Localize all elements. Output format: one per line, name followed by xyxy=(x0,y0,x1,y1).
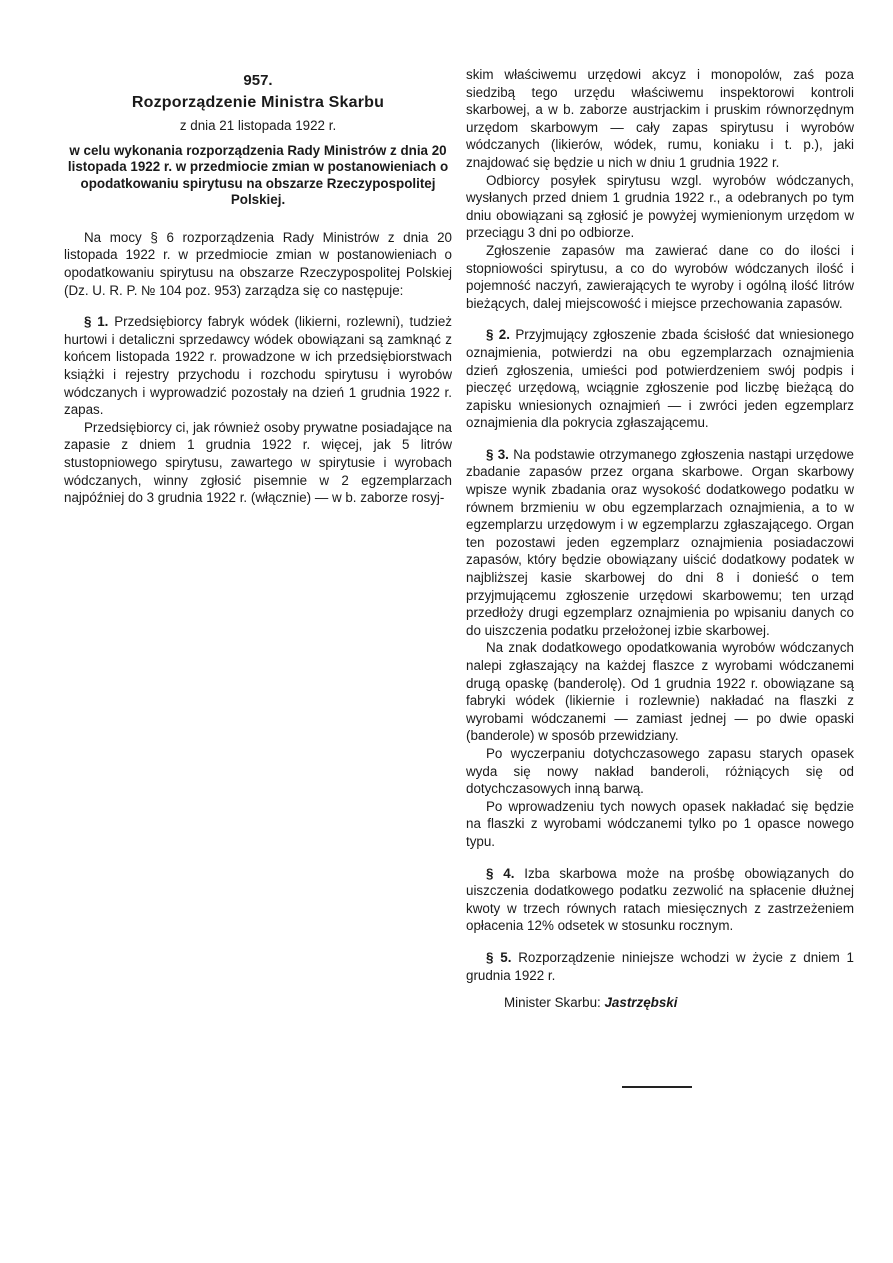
section-2-paragraph xyxy=(466,326,854,432)
document-number: 957. xyxy=(243,72,273,89)
section-1-label: § 1. xyxy=(84,314,109,330)
document-title: Rozporządzenie Ministra Skarbu xyxy=(131,93,385,111)
continuation-paragraph: skim właściwemu urzędowi akcyz i monopolów, zaś poza siedzibą tego urzędu właściwemu inspektorowi kontroli skarbowej, a w b. zaborze austrjackim i pruskim równorzędnym urzędom skarbowym — cały zapas spirytusu i wyrobów wódczanych (likierów, wódek, rumu, koniaku i t. p.), jaki znajdować się będzie u nich w dniu 1 grudnia 1922 r. xyxy=(466,67,854,170)
section-4-paragraph xyxy=(466,865,854,935)
section-3-paragraph-3: Po wyczerpaniu dotychczasowego zapasu starych opasek wyda się nowy nakład banderoli, różniących się od dotychczasowych inną barwą. xyxy=(466,745,854,797)
end-rule-divider xyxy=(622,1086,692,1088)
section-1-paragraph-2: Przedsiębiorcy ci, jak również osoby prywatne posiadające na zapasie z dniem 1 grudnia 1922 r. więcej, jak 5 litrów stustopniowego spirytusu, zawartego w spirytusie i wyrobach wódczanych, winny zgłosić pisemnie w 2 egzemplarzach najpóźniej do 3 grudnia 1922 r. (włącznie) — w b. zaborze rosyj- xyxy=(64,419,452,506)
recipients-paragraph: Odbiorcy posyłek spirytusu wzgl. wyrobów wódczanych, wysłanych przed dniem 1 grudnia 1922 r., a odebranych po tym dniu obowiązani są zgłosić je powyżej wymienionym urzędom w przeciągu 3 dni po odbiorze. xyxy=(466,172,854,241)
signature xyxy=(466,994,854,1012)
right-column xyxy=(466,66,854,1012)
signature-name: Jastrzębski xyxy=(604,995,678,1011)
section-3-text: Na podstawie otrzymanego zgłoszenia nastąpi urzędowe zbadanie zapasów przez organa skarbowe. Organ skarbowy wpisze wynik zbadania oraz wysokość dodatkowego podatku w równem brzmieniu w obu egzemplarzach oznajmienia, a to w egzemplarzu urzędowym i w egzemplarzu zgłaszającego. Organ ten pozostawi jeden egzemplarz oznajmienia posiadaczowi zapasów, który będzie obowiązany uiścić dodatkowy podatek w najbliższej kasie skarbowej do dni 8 i donieść o tem przyjmującemu zgłoszenie urzędowi skarbowemu; ten urząd przedłoży drugi egzemplarz oznajmienia po wpisaniu danych co do uiszczenia podatku przełożonej izbie skarbowej. xyxy=(466,446,854,638)
left-column xyxy=(64,66,452,507)
section-3-paragraph-2: Na znak dodatkowego opodatkowania wyrobów wódczanych nalepi zgłaszający na każdej flaszce z wyrobami wódczanemi drugą opaskę (banderolę). Od 1 grudnia 1922 r. obowiązane są fabryki wódek (likiernie i rozlewnie) nakładać na flaszki z wyrobami wódczanemi — zamiast jednej — po dwie opaski (banderole) w sposób przewidziany. xyxy=(466,640,854,744)
section-3-paragraph-4: Po wprowadzeniu tych nowych opasek nakładać się będzie na flaszki z wyrobami wódczanemi tylko po 1 opasce nowego typu. xyxy=(466,798,854,849)
section-3-label: § 3. xyxy=(486,446,509,462)
intro-paragraph: Na mocy § 6 rozporządzenia Rady Ministrów z dnia 20 listopada 1922 r. w przedmiocie zmian w postanowieniach o opodatkowaniu spirytusu na obszarze Rzeczypospolitej Polskiej (Dz. U. R. P. № 104 poz. 953) zarządza się co następuje: xyxy=(64,229,452,298)
section-5-text: Rozporządzenie niniejsze wchodzi w życie z dniem 1 grudnia 1922 r. xyxy=(466,949,854,983)
section-4-label: § 4. xyxy=(486,865,515,881)
section-4-text: Izba skarbowa może na prośbę obowiązanych do uiszczenia dodatkowego podatku zezwolić na spłacenie dłużnej kwoty w trzech równych ratach miesięcznych z zastrzeżeniem opłacenia 12% odsetek w stosunku rocznym. xyxy=(466,865,854,934)
document-date: z dnia 21 listopada 1922 r. xyxy=(179,118,337,134)
section-5-label: § 5. xyxy=(486,949,512,965)
declaration-contents-paragraph: Zgłoszenie zapasów ma zawierać dane co do ilości i stopniowości spirytusu, a co do wyrobów wódczanych ilość i pojemność naczyń, zawierających te wyroby i ogólną ilość litrów bieżących, dalej miejscowość i miejsce przechowania zapasów. xyxy=(466,242,854,311)
section-1-paragraph xyxy=(64,313,452,419)
section-5-paragraph xyxy=(466,949,854,984)
section-2-text: Przyjmujący zgłoszenie zbada ścisłość dat wniesionego oznajmienia, potwierdzi na obu egzemplarzach oznajmienia dzień zgłoszenia, umieści pod potwierdzeniem swój podpis i pieczęć urzędową, wciągnie zgłoszenie pod liczbę bieżącą do zapisku wniesionych oznajmień — i zwróci jeden egzemplarz oznajmienia dla pokrycia zgłaszającemu. xyxy=(466,327,854,431)
section-2-label: § 2. xyxy=(486,327,510,343)
section-1-text: Przedsiębiorcy fabryk wódek (likierni, rozlewni), tudzież hurtowi i detaliczni sprzedawcy wódek obowiązani są zamknąć z końcem listopada 1922 r. prowadzone w ich przedsiębiorstwach książki i rejestry przychodu i rozchodu spirytusu i wyrobów wódczanych i wyprowadzić pozostały na dzień 1 grudnia 1922 r. zapas. xyxy=(64,314,452,418)
signature-label: Minister Skarbu: xyxy=(504,995,601,1011)
section-3-paragraph xyxy=(466,446,854,640)
document-subject: w celu wykonania rozporządzenia Rady Ministrów z dnia 20 listopada 1922 r. w przedmiocie zmian w postanowieniach o opodatkowaniu spirytusu na obszarze Rzeczypospolitej Polskiej. xyxy=(67,142,449,208)
